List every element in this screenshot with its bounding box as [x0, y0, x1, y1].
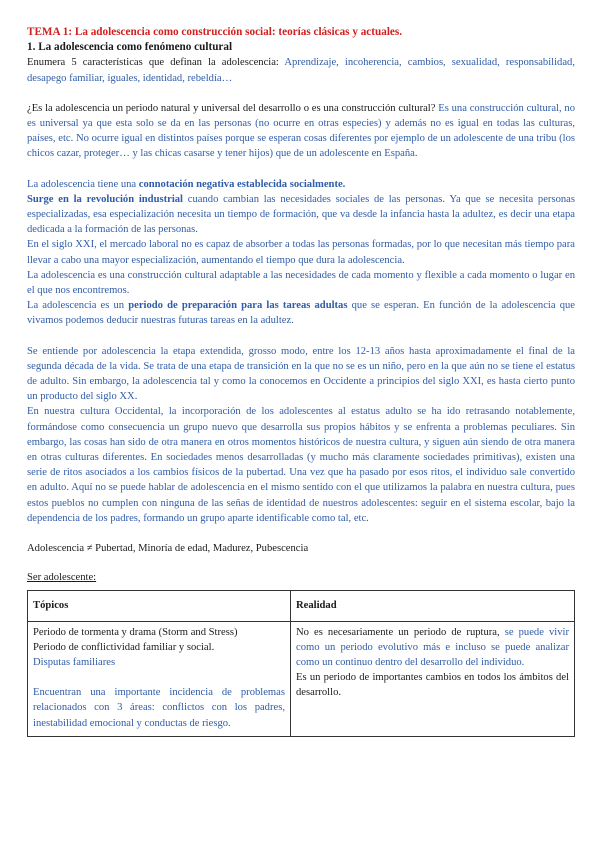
paragraph-not-equal: Adolescencia ≠ Pubertad, Minoría de edad, Madurez, Pubescencia — [27, 543, 309, 555]
realidad-blue-1: se puede vivir como un periodo evolutivo más e incluso se puede analizar como un continuo dentro del desarrollo del individuo. — [296, 626, 569, 668]
paragraph-natural-or-cultural — [27, 101, 575, 162]
industrial-text: cuando cambian las necesidades sociales de las personas. Ya que se necesita personas especializadas, esa especialización necesita un tiempo de formación, que va desde la infancia hasta la adultez, es decir una etapa dedicada a la formación de las personas. — [27, 193, 576, 236]
topicos-line-4: Encuentran una importante incidencia de problemas relacionados con 3 áreas: conflictos con los padres, inestabilidad emocional y conductas de riesgo. — [33, 687, 285, 729]
connotation-bold: connotación negativa establecida socialmente. — [138, 178, 346, 190]
cell-topicos — [28, 621, 291, 736]
comparison-table — [27, 590, 575, 737]
realidad-para-1 — [296, 625, 569, 671]
paragraph-adaptable: La adolescencia es una construcción cultural adaptable a las necesidades de cada momento y flexible a cada momento o lugar en el que nos encontremos. — [27, 269, 575, 297]
paragraph-xxi: En el siglo XXI, el mercado laboral no es capaz de absorber a todas las personas formadas, por lo que necesitan más tiempo para llevar a cabo una mayor especialización, aumentando el tiempo que dura la adolescencia. — [27, 239, 575, 266]
natural-answer-blue: Es una construcción cultural, no es universal ya que esta solo se da en las personas (no ocurre en otras especies) y además no es igual en todas las culturas, países, etc. — [27, 102, 575, 145]
paragraph-characteristics — [27, 55, 575, 85]
industrial-bold: Surge en la revolución industrial — [27, 193, 184, 205]
preparation-bold: periodo de preparación para las tareas adultas — [128, 300, 348, 312]
document-page — [27, 25, 575, 737]
paragraph-preparation — [27, 298, 575, 328]
preparation-text: que se esperan. En función de la adolescencia que vivamos podemos deducir nuestras futuras tareas en la adultez. — [27, 300, 575, 327]
topicos-line-1: Periodo de tormenta y drama (Storm and Stress) — [33, 626, 238, 638]
realidad-para-2: Es un periodo de importantes cambios en todos los ámbitos del desarrollo. — [296, 672, 569, 699]
cell-realidad — [291, 621, 575, 736]
paragraph-industrial — [27, 192, 575, 238]
table-caption: Ser adolescente: — [27, 572, 97, 584]
topicos-line-3: Disputas familiares — [33, 656, 116, 668]
natural-answer-detail: No ocurre igual en distintos países porque se esperan cosas diferentes por ejemplo de un adolescente de una tribu (los chicos cazar, proteger… y las chicas casarse y tener hijos) que de un adolescente en España. — [27, 133, 576, 160]
table-header-row — [28, 590, 575, 621]
connotation-lead: La adolescencia tiene una — [27, 178, 139, 190]
page-title: TEMA 1: La adolescencia como construcción social: teorías clásicas y actuales. — [27, 26, 403, 38]
paragraph-definition: Se entiende por adolescencia la etapa extendida, grosso modo, entre los 12-13 años hasta aproximadamente el final de la segunda década de la vida. Se trata de una etapa de transición en la que no se es un niño, pero en la que aún no se tiene el estatus de adulto. Sin embargo, la adolescencia tal y como la conocemos en Occidente a principios del siglo XXI, es hasta cierto punto un producto del siglo XX. — [27, 345, 575, 403]
realidad-dark-1: No es necesariamente un periodo de ruptura, — [296, 626, 505, 638]
natural-question: ¿Es la adolescencia un periodo natural y universal del desarrollo o es una construcción cultural? — [27, 102, 439, 114]
header-topicos: Tópicos — [28, 590, 291, 621]
characteristics-answer: Aprendizaje, incoherencia, cambios, sexualidad, responsabilidad, desapego familiar, iguales, identidad, rebeldía… — [27, 57, 575, 84]
table-row — [28, 621, 575, 736]
header-realidad: Realidad — [291, 590, 575, 621]
paragraph-connotation — [27, 177, 575, 192]
paragraph-occidental: En nuestra cultura Occidental, la incorporación de los adolescentes al estatus adulto se ha ido retrasando notablemente, formándose como consecuencia un grupo nuevo que desarrolla sus propios hábitos y se enfrenta a problemas peculiares. Sin embargo, las cosas han sido de otra manera en otros momentos históricos de nuestra cultura, y siguen aún siendo de otra manera en otras culturas diferentes. En sociedades menos desarrolladas (y mucho más claramente sociedades primitivas), existen una serie de ritos asociados a los cambios físicos de la pubertad. Una vez que ha pasado por esos ritos, el individuo sale convertido en adulto. Aquí no se puede hablar de adolescencia en el mismo sentido con el que utilizamos la palabra en nuestra cultura, pues estos pueblos no cumplen con ninguna de las señas de identidad de nuestros adolescentes: seguir en el sistema escolar, bajo la dependencia de los padres, formando un grupo aparte identificable como tal, etc. — [27, 406, 575, 524]
section-heading: 1. La adolescencia como fenómeno cultural — [27, 41, 233, 54]
characteristics-question: Enumera 5 características que definan la adolescencia: — [27, 57, 285, 69]
preparation-lead: La adolescencia es un — [27, 300, 129, 312]
topicos-line-2: Periodo de conflictividad familiar y social. — [33, 641, 215, 653]
